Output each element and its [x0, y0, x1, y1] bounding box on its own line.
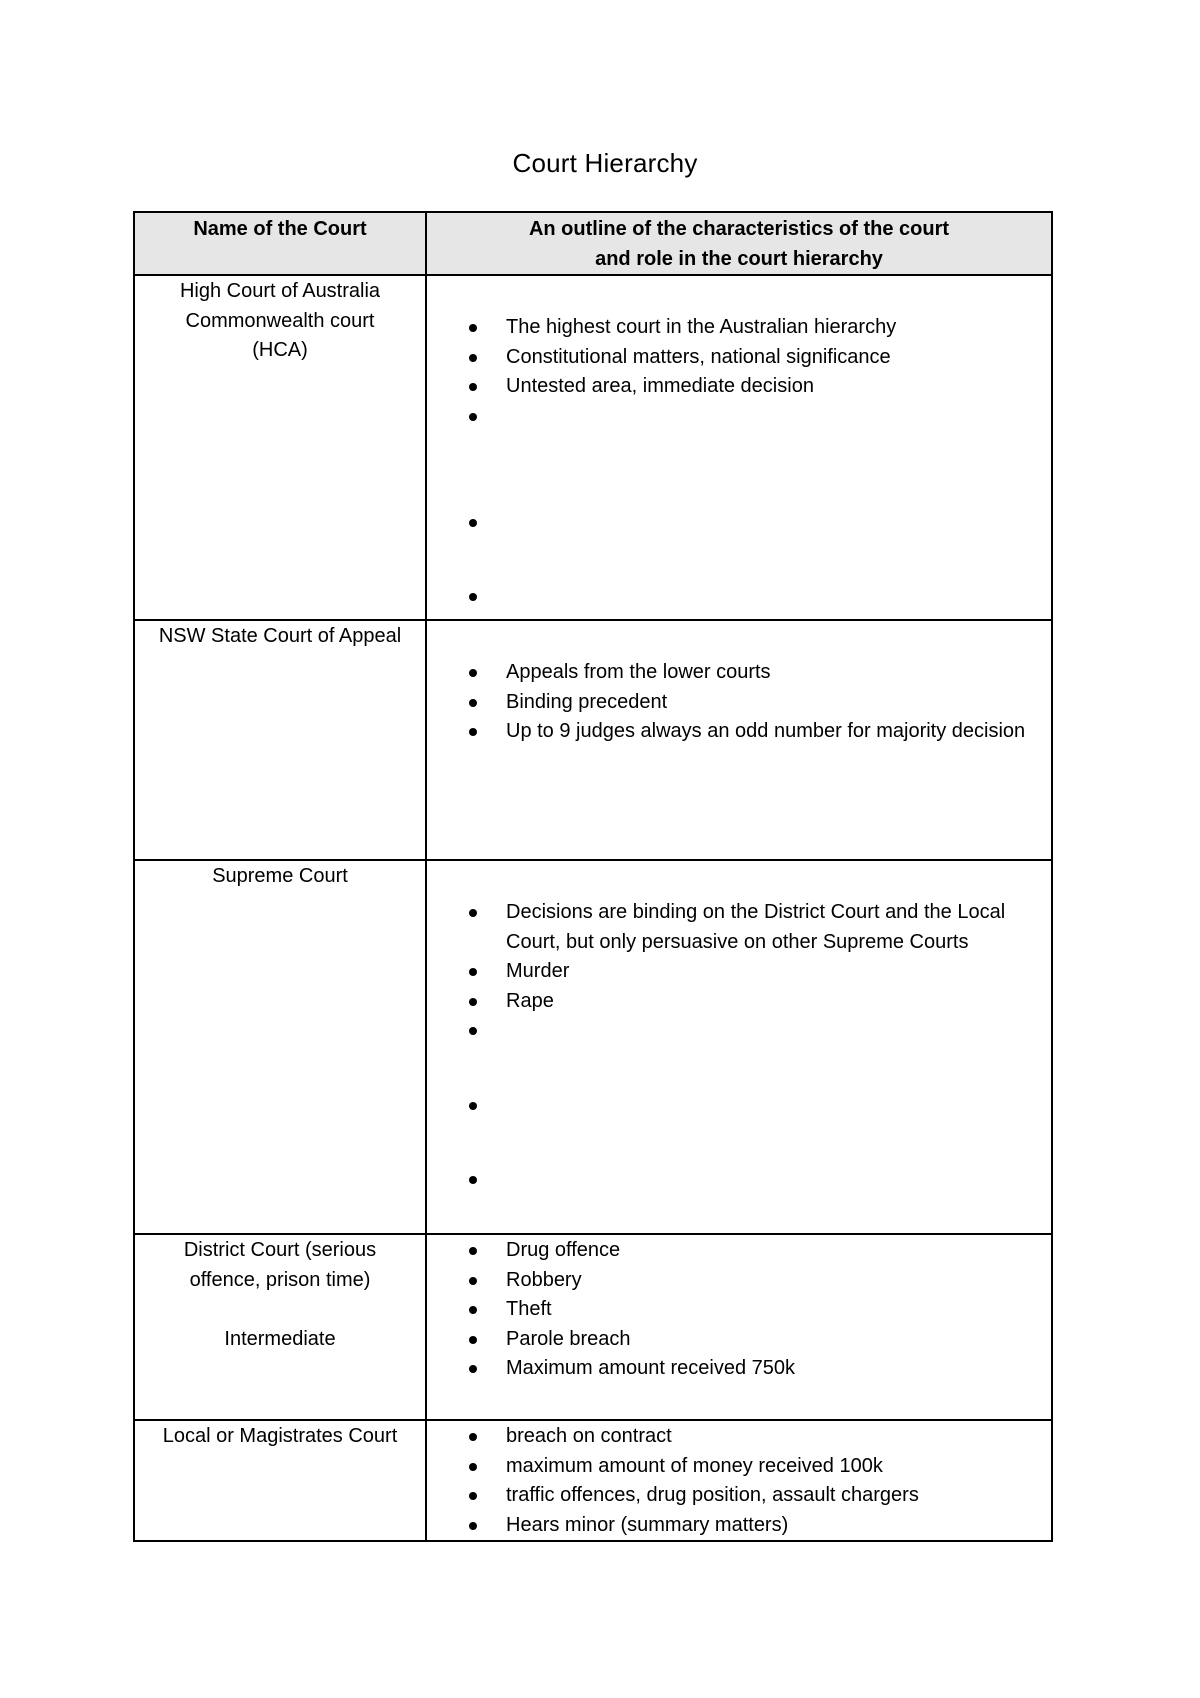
table-row — [134, 1234, 1052, 1420]
bullet-list — [427, 313, 1043, 611]
court-name-line: High Court of Australia — [179, 280, 381, 302]
bullet-list — [427, 1421, 1043, 1540]
bullet-item: Constitutional matters, national significance — [427, 343, 1043, 373]
table-row — [134, 860, 1052, 1234]
bullet-item — [427, 402, 1043, 432]
bullet-item — [427, 582, 1043, 612]
court-hierarchy-table — [133, 211, 1053, 1542]
court-name-line: (HCA) — [252, 339, 308, 361]
bullet-item: Rape — [427, 987, 1043, 1017]
header-court-name-label: Name of the Court — [193, 218, 367, 240]
bullet-item: Murder — [427, 957, 1043, 987]
header-court-name — [134, 212, 426, 275]
header-description-line-2: and role in the court hierarchy — [595, 247, 883, 270]
court-name-cell — [134, 620, 426, 860]
bullet-item: Parole breach — [427, 1325, 1043, 1355]
bullet-item: Untested area, immediate decision — [427, 372, 1043, 402]
court-name-line: Intermediate — [224, 1327, 336, 1350]
court-name-cell — [134, 1420, 426, 1541]
bullet-item: Decisions are binding on the District Court and the Local Court, but only persuasive on other Supreme Courts — [427, 898, 1043, 957]
court-name-cell — [134, 275, 426, 620]
bullet-item: Appeals from the lower courts — [427, 658, 1043, 688]
bullet-item — [427, 1091, 1043, 1121]
court-description-cell — [426, 275, 1052, 620]
bullet-item: maximum amount of money received 100k — [427, 1452, 1043, 1482]
bullet-item: Robbery — [427, 1266, 1043, 1296]
bullet-item — [427, 1165, 1043, 1195]
bullet-item: Binding precedent — [427, 688, 1043, 718]
bullet-item: Drug offence — [427, 1236, 1043, 1266]
bullet-list — [427, 898, 1043, 1195]
court-name-line: offence, prison time) — [189, 1268, 371, 1291]
table-row — [134, 275, 1052, 620]
table-row — [134, 620, 1052, 860]
court-description-cell — [426, 1234, 1052, 1420]
court-description-cell — [426, 620, 1052, 860]
court-name-cell — [134, 860, 426, 1234]
court-name-gap — [141, 1295, 419, 1325]
bullet-item: traffic offences, drug position, assault chargers — [427, 1481, 1043, 1511]
bullet-item: Maximum amount received 750k — [427, 1354, 1043, 1384]
header-court-description — [426, 212, 1052, 275]
court-name-line: District Court (serious — [183, 1239, 377, 1261]
bullet-item: Theft — [427, 1295, 1043, 1325]
bullet-item — [427, 508, 1043, 538]
bullet-list — [427, 658, 1043, 747]
table-row — [134, 1420, 1052, 1541]
bullet-item: Hears minor (summary matters) — [427, 1511, 1043, 1541]
court-name-line: Supreme Court — [212, 865, 348, 887]
bullet-list — [427, 1235, 1043, 1384]
court-name-line: Commonwealth court — [185, 309, 375, 332]
bullet-item: Up to 9 judges always an odd number for majority decision — [427, 717, 1043, 747]
court-name-cell — [134, 1234, 426, 1420]
court-name-line: NSW State Court of Appeal — [158, 625, 402, 647]
page-title: Court Hierarchy — [512, 148, 698, 178]
bullet-item: breach on contract — [427, 1422, 1043, 1452]
court-name-line: Local or Magistrates Court — [162, 1425, 398, 1447]
court-description-cell — [426, 860, 1052, 1234]
court-description-cell — [426, 1420, 1052, 1541]
header-description-line-1: An outline of the characteristics of the court — [528, 218, 950, 240]
bullet-item: The highest court in the Australian hierarchy — [427, 313, 1043, 343]
bullet-item — [427, 1016, 1043, 1046]
table-header-row — [134, 212, 1052, 275]
